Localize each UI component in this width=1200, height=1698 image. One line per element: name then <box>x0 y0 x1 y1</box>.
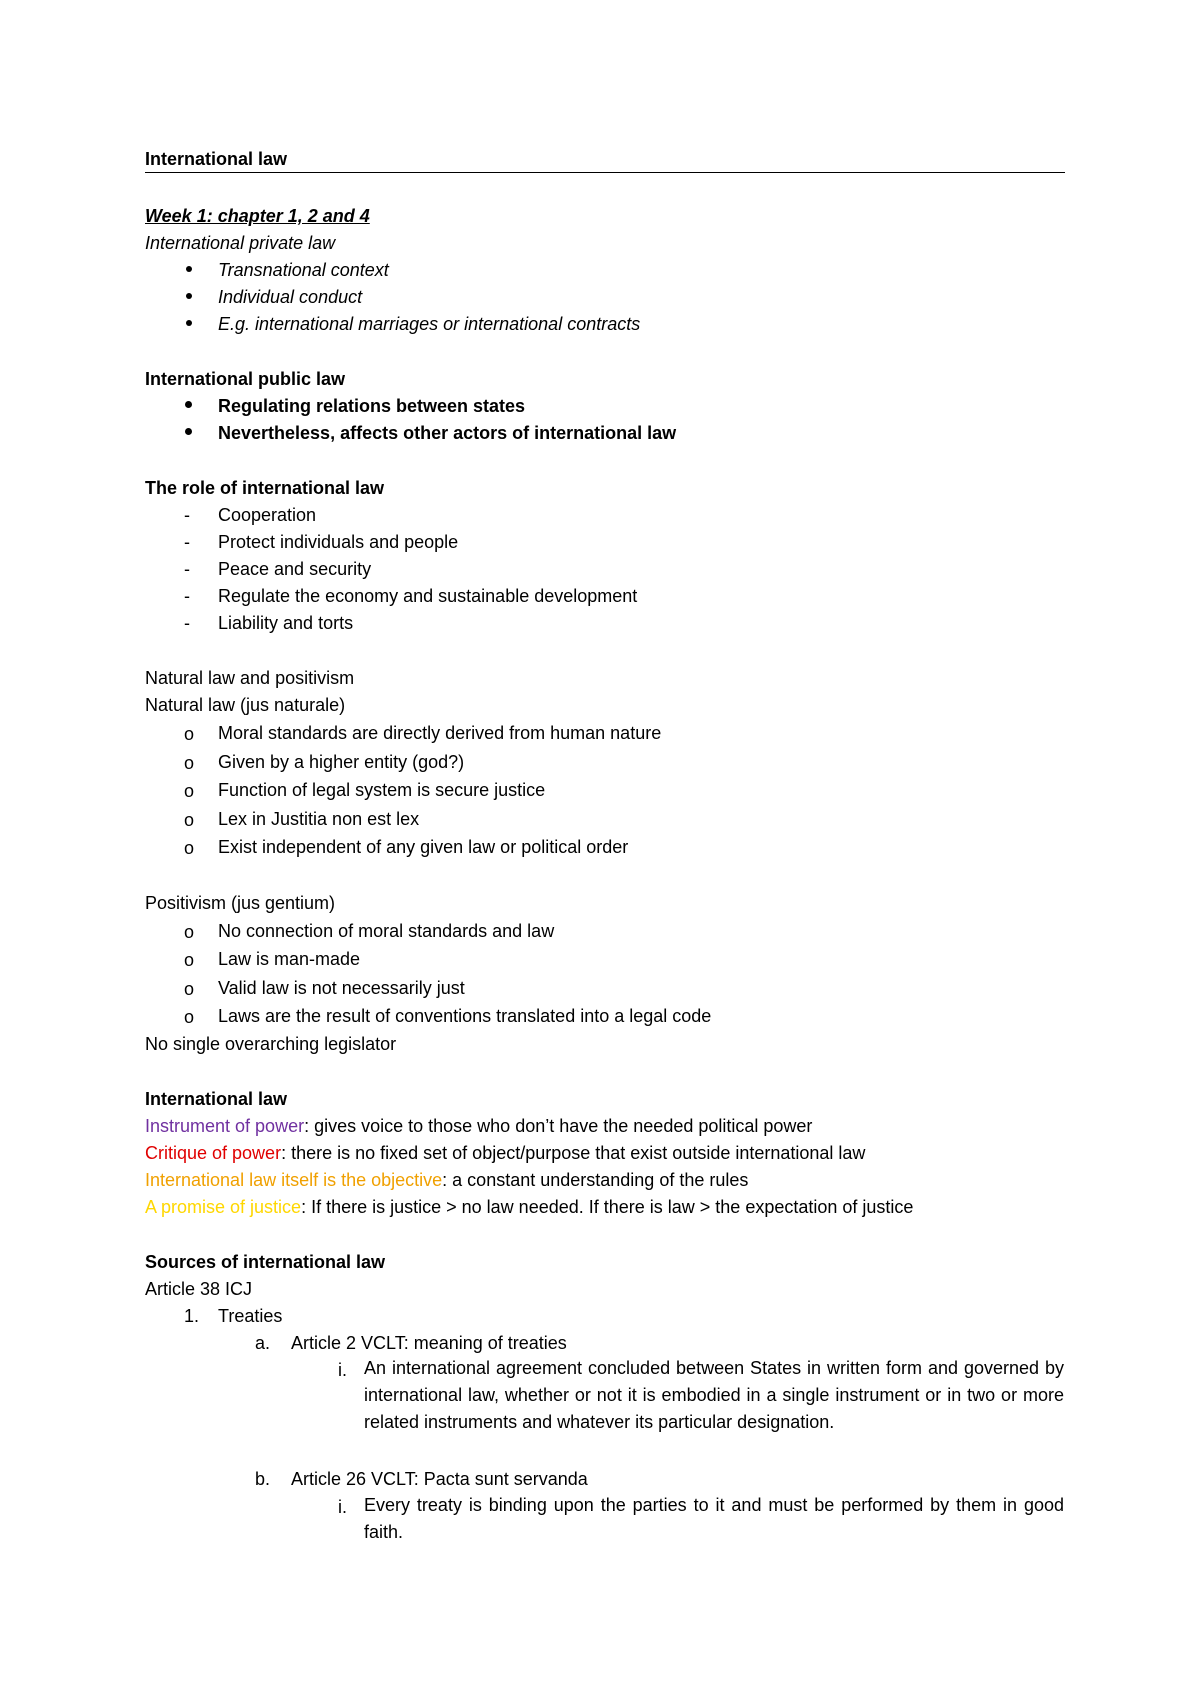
private-law-bullet: Transnational context <box>218 260 389 280</box>
public-law-bullet: Nevertheless, affects other actors of international law <box>218 423 677 443</box>
role-item: Protect individuals and people <box>218 532 459 552</box>
circle-bullet-icon: o <box>184 1007 195 1027</box>
sources-item: Treaties <box>218 1306 283 1326</box>
role-item: Regulate the economy and sustainable development <box>218 586 638 606</box>
role-item: Liability and torts <box>218 613 354 633</box>
positivism-item: No connection of moral standards and law <box>218 921 555 941</box>
natural-law-item: Lex in Justitia non est lex <box>218 809 420 829</box>
intl-law-row <box>145 1196 913 1218</box>
bullet-icon <box>186 320 192 326</box>
intl-law-row-text: : If there is justice > no law needed. If there is law > the expectation of justice <box>301 1197 914 1217</box>
natural-law-item: Function of legal system is secure justice <box>218 780 546 800</box>
sources-heading: Sources of international law <box>145 1252 386 1272</box>
private-law-bullet: Individual conduct <box>218 287 363 307</box>
bullet-icon <box>186 266 192 272</box>
sources-article: Article 38 ICJ <box>145 1279 253 1299</box>
role-heading: The role of international law <box>145 478 385 498</box>
dash-marker: - <box>184 613 190 633</box>
sources-subitem: Article 26 VCLT: Pacta sunt servanda <box>291 1469 588 1489</box>
circle-bullet-icon: o <box>184 838 195 858</box>
treaty-definition: An international agreement concluded between States in written form and governed by international law, whether or not it is embodied in a single instrument or in two or more related instruments and whatever its particular designation. <box>364 1358 1064 1432</box>
natural-law-item: Given by a higher entity (god?) <box>218 752 465 772</box>
private-law-bullet: E.g. international marriages or international contracts <box>218 314 641 334</box>
circle-bullet-icon: o <box>184 922 195 942</box>
positivism-item: Valid law is not necessarily just <box>218 978 465 998</box>
intl-law-row-text: : a constant understanding of the rules <box>442 1170 749 1190</box>
positivism-item: Law is man-made <box>218 949 361 969</box>
intl-law-row-text: : gives voice to those who don’t have the needed political power <box>304 1116 813 1136</box>
role-item: Cooperation <box>218 505 317 525</box>
intl-law-row <box>145 1169 748 1191</box>
natural-law-item: Moral standards are directly derived from human nature <box>218 723 662 743</box>
week-heading: Week 1: chapter 1, 2 and 4 <box>145 206 370 226</box>
positivism-note: No single overarching legislator <box>145 1034 397 1054</box>
document-title: International law <box>145 149 288 169</box>
sources-subitem: Article 2 VCLT: meaning of treaties <box>291 1333 567 1353</box>
dash-marker: - <box>184 559 190 579</box>
dash-marker: - <box>184 505 190 525</box>
positivism-heading: Positivism (jus gentium) <box>145 893 336 913</box>
positivism-item: Laws are the result of conventions translated into a legal code <box>218 1006 712 1026</box>
bullet-icon <box>185 428 192 435</box>
bullet-icon <box>186 293 192 299</box>
circle-bullet-icon: o <box>184 979 195 999</box>
circle-bullet-icon: o <box>184 724 195 744</box>
intl-law-row-label: Instrument of power <box>145 1116 305 1136</box>
list-roman: i. <box>338 1497 347 1517</box>
intl-law-row <box>145 1142 865 1164</box>
pacta-text: Every treaty is binding upon the parties to it and must be performed by them in good faith. <box>364 1495 1064 1542</box>
natural-positivism-title: Natural law and positivism <box>145 668 355 688</box>
intl-law-row-label: A promise of justice <box>145 1197 302 1217</box>
circle-bullet-icon: o <box>184 950 195 970</box>
public-law-bullet: Regulating relations between states <box>218 396 526 416</box>
circle-bullet-icon: o <box>184 781 195 801</box>
circle-bullet-icon: o <box>184 810 195 830</box>
intl-law-heading: International law <box>145 1089 288 1109</box>
list-letter: b. <box>255 1469 271 1489</box>
intl-law-row <box>145 1115 812 1137</box>
bullet-icon <box>185 401 192 408</box>
intl-law-row-text: : there is no fixed set of object/purpose that exist outside international law <box>281 1143 866 1163</box>
private-law-heading: International private law <box>145 233 336 253</box>
natural-law-item: Exist independent of any given law or political order <box>218 837 629 857</box>
title-underline <box>145 172 1065 173</box>
circle-bullet-icon: o <box>184 753 195 773</box>
role-item: Peace and security <box>218 559 372 579</box>
intl-law-row-label: International law itself is the objective <box>145 1170 443 1190</box>
dash-marker: - <box>184 586 190 606</box>
list-roman: i. <box>338 1360 347 1380</box>
natural-law-heading: Natural law (jus naturale) <box>145 695 346 715</box>
list-number: 1. <box>184 1306 200 1326</box>
intl-law-row-label: Critique of power <box>145 1143 282 1163</box>
list-letter: a. <box>255 1333 271 1353</box>
public-law-heading: International public law <box>145 369 346 389</box>
dash-marker: - <box>184 532 190 552</box>
